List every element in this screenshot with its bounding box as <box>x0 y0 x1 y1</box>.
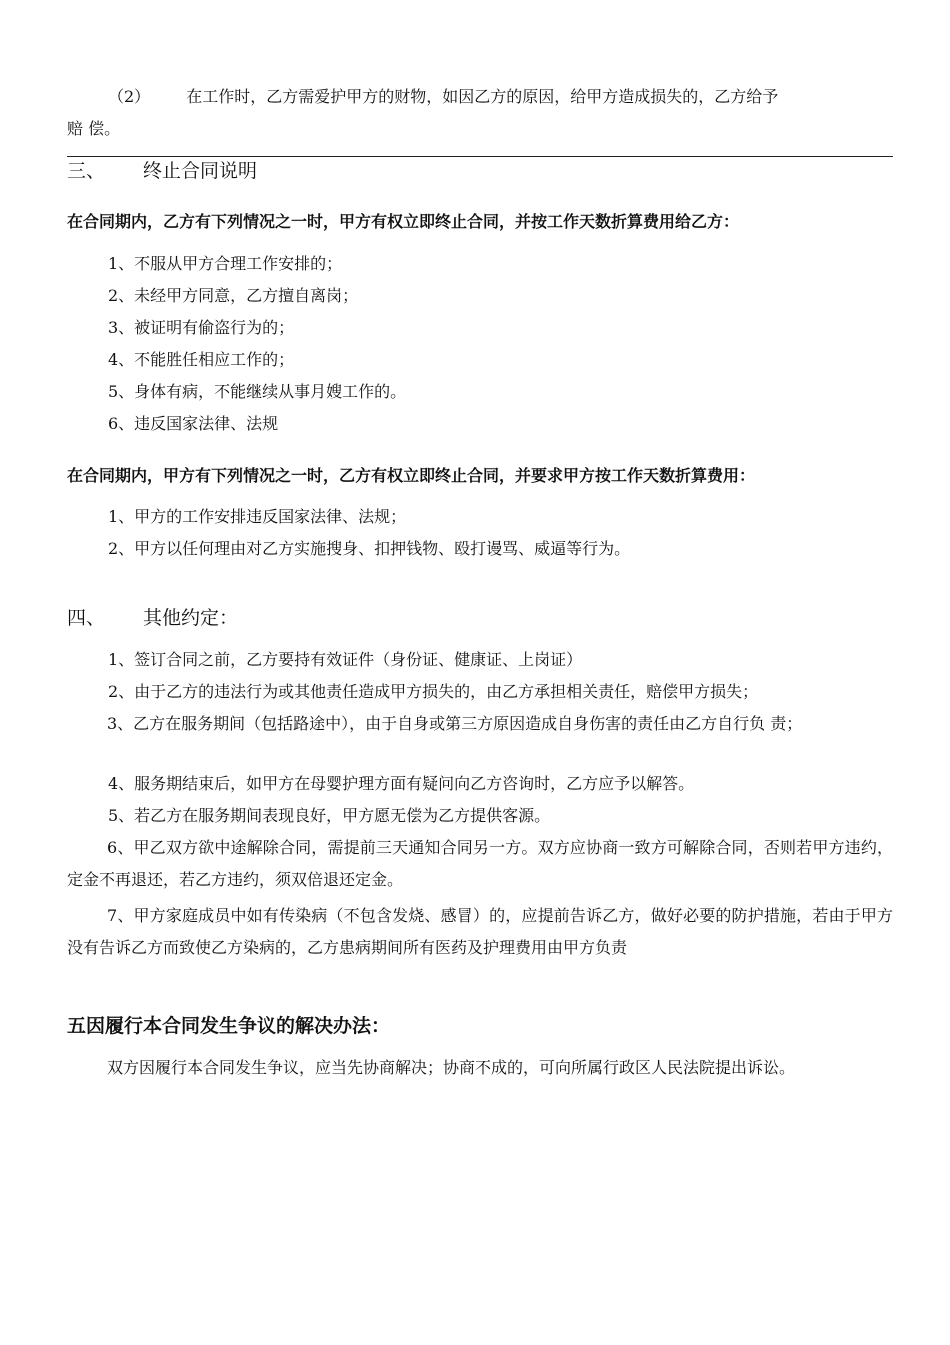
party-b-termination-intro: 在合同期内，乙方有下列情况之一时，甲方有权立即终止合同，并按工作天数折算费用给乙方： <box>67 212 740 231</box>
clause-item-2 <box>108 86 778 108</box>
other-item-1: 1、签订合同之前，乙方要持有效证件（身份证、健康证、上岗证） <box>108 650 583 669</box>
section-4-title: 其他约定： <box>143 607 239 629</box>
section-3-heading <box>67 158 257 184</box>
section-5-heading: 五因履行本合同发生争议的解决办法： <box>67 1015 391 1037</box>
clause-item-continuation: 赔 偿。 <box>67 119 121 138</box>
section-3-number: 三、 <box>67 160 106 182</box>
other-item-2: 2、由于乙方的违法行为或其他责任造成甲方损失的，由乙方承担相关责任，赔偿甲方损失； <box>108 682 759 701</box>
other-item-5: 5、若乙方在服务期间表现良好，甲方愿无偿为乙方提供客源。 <box>108 806 551 825</box>
section-4-heading <box>67 605 238 631</box>
party-a-item-1: 1、甲方的工作安排违反国家法律、法规； <box>108 507 407 526</box>
other-item-7: 7、甲方家庭成员中如有传染病（不包含发烧、感冒）的，应提前告诉乙方，做好必要的防护措施，若由于甲方没有告诉乙方而致使乙方染病的，乙方患病期间所有医药及护理费用由甲方负责 <box>67 906 893 957</box>
party-b-item-2: 2、未经甲方同意，乙方擅自离岗； <box>108 286 359 305</box>
party-b-item-3: 3、被证明有偷盗行为的； <box>108 318 295 337</box>
party-a-termination-intro: 在合同期内，甲方有下列情况之一时，乙方有权立即终止合同，并要求甲方按工作天数折算费用： <box>67 466 756 485</box>
other-item-3: 3、乙方在服务期间（包括路途中），由于自身或第三方原因造成自身伤害的责任由乙方自行负 责； <box>107 714 803 733</box>
clause-item-number: （2） <box>108 87 151 106</box>
party-b-item-6: 6、违反国家法律、法规 <box>108 414 279 433</box>
party-b-item-5: 5、身体有病，不能继续从事月嫂工作的。 <box>108 382 407 401</box>
party-b-item-4: 4、不能胜任相应工作的； <box>108 350 295 369</box>
party-b-item-1: 1、不服从甲方合理工作安排的； <box>108 254 343 273</box>
section-4-number: 四、 <box>67 607 106 629</box>
clause-item-text: 在工作时，乙方需爱护甲方的财物，如因乙方的原因，给甲方造成损失的，乙方给予 <box>186 87 779 106</box>
section-3-title: 终止合同说明 <box>143 160 258 182</box>
section-divider <box>67 156 893 157</box>
dispute-resolution-text: 双方因履行本合同发生争议，应当先协商解决；协商不成的，可向所属行政区人民法院提出诉讼。 <box>107 1058 796 1077</box>
party-a-item-2: 2、甲方以任何理由对乙方实施搜身、扣押钱物、殴打谩骂、威逼等行为。 <box>108 539 631 558</box>
other-item-6: 6、甲乙双方欲中途解除合同，需提前三天通知合同另一方。双方应协商一致方可解除合同，否则若甲方违约，定金不再退还，若乙方违约，须双倍退还定金。 <box>67 838 893 889</box>
other-item-4: 4、服务期结束后，如甲方在母婴护理方面有疑问向乙方咨询时，乙方应予以解答。 <box>108 774 695 793</box>
